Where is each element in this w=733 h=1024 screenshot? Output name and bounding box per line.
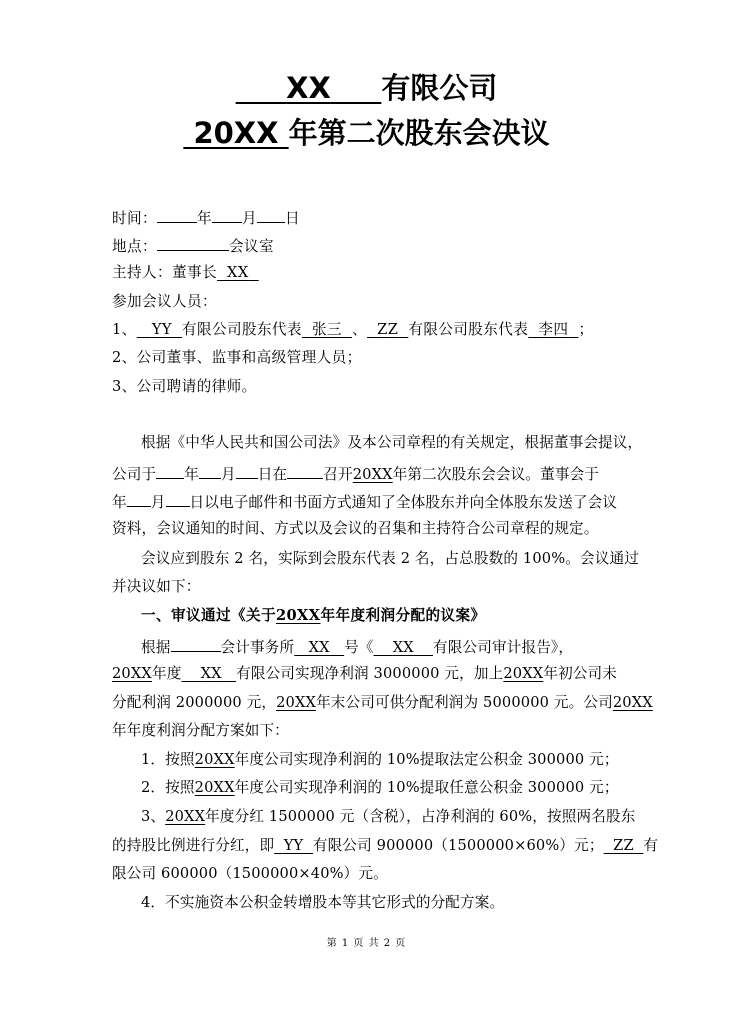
- blank: [127, 490, 151, 507]
- distribution-item-3: 3、20XX年度分红 1500000 元（含税），占净利润的 60%，按照两名股东: [141, 808, 636, 825]
- time-year-blank: [157, 206, 197, 223]
- blank: [156, 462, 184, 479]
- paragraph-2-line-1: 会议应到股东 2 名，实际到会股东代表 2 名，占总股数的 100%。会议通过: [141, 550, 639, 567]
- section-1-line-4: 年年度利润分配方案如下：: [112, 722, 289, 739]
- blank: [166, 490, 190, 507]
- meeting-year: 20XX: [352, 466, 393, 483]
- paragraph-1-line-2: 公司于 年 月 日在 召开20XX年第二次股东会会议。董事会于: [112, 462, 621, 485]
- distribution-item-3-line-2: 的持股比例进行分红，即 YY 有限公司 900000（1500000×60%）元； ZZ 有: [112, 837, 659, 854]
- time-month-blank: [212, 206, 242, 223]
- blank: [236, 462, 258, 479]
- attendee-company-a: YY: [151, 321, 172, 338]
- time-month: 月: [241, 210, 257, 227]
- meeting-place: [112, 234, 621, 257]
- section-1-year: 20XX: [275, 607, 321, 624]
- blank: [287, 462, 323, 479]
- section-1-line-2: 20XX年度 XX 有限公司实现净利润 3000000 元，加上20XX年初公司未: [112, 665, 618, 682]
- section-1-heading: 一、审议通过《关于20XX年年度利润分配的议案》: [141, 607, 486, 624]
- time-day-blank: [257, 206, 285, 223]
- blank: [199, 462, 221, 479]
- document-title-resolution: [0, 115, 733, 151]
- paragraph-1-line-3: 年 月 日以电子邮件和书面方式通知了全体股东并向全体股东发送了会议: [112, 490, 621, 513]
- blank: [171, 635, 221, 652]
- meeting-time: [112, 206, 621, 229]
- paragraph-2-line-2: 并决议如下：: [112, 578, 201, 595]
- page-footer: 第 1 页 共 2 页: [326, 938, 407, 949]
- attendee-person-a: 张三: [312, 321, 342, 338]
- time-label: 时间：: [112, 210, 157, 227]
- attendee-item-2: 2、公司董事、监事和高级管理人员；: [112, 349, 362, 366]
- document-title-company: [0, 70, 733, 106]
- title-company-suffix: 有限公司: [381, 71, 498, 105]
- section-1-line-1: 根据 会计事务所 XX 号《 XX 有限公司审计报告》，: [141, 635, 621, 658]
- distribution-item-2: 2．按照20XX年度公司实现净利润的 10%提取任意公积金 300000 元；: [141, 779, 619, 796]
- title-year: 20XX: [193, 116, 279, 150]
- attendee-item-3: 3、公司聘请的律师。: [112, 378, 257, 395]
- distribution-item-4: 4．不实施资本公积金转增股本等其它形式的分配方案。: [141, 894, 505, 911]
- time-day: 日: [284, 210, 300, 227]
- place-suffix: 会议室: [228, 238, 274, 255]
- host-name: XX: [227, 264, 249, 281]
- title-company-name: XX: [286, 71, 331, 105]
- paragraph-1-line-4: 资料，会议通知的时间、方式以及会议的召集和主持符合公司章程的规定。: [112, 520, 599, 537]
- title-resolution-suffix: 年第二次股东会决议: [288, 116, 550, 150]
- distribution-item-3-line-3: 限公司 600000（1500000×40%）元。: [112, 865, 388, 882]
- place-label: 地点：: [112, 238, 157, 255]
- attendee-company-b: ZZ: [377, 321, 399, 338]
- place-blank: [157, 234, 229, 251]
- time-year: 年: [196, 210, 212, 227]
- section-1-line-3: 分配利润 2000000 元，20XX年末公司可供分配利润为 5000000 元。公司20XX: [112, 694, 653, 711]
- meeting-host: [112, 263, 621, 283]
- attendees-label: 参加会议人员：: [112, 293, 217, 310]
- host-label: 主持人：董事长: [112, 264, 217, 281]
- paragraph-1-line-1: 根据《中华人民共和国公司法》及本公司章程的有关规定，根据董事会提议，: [141, 434, 643, 451]
- distribution-item-1: 1．按照20XX年度公司实现净利润的 10%提取法定公积金 300000 元；: [141, 751, 619, 768]
- attendee-person-b: 李四: [538, 321, 569, 338]
- attendee-item-1: 1、 YY 有限公司股东代表 张三 、 ZZ 有限公司股东代表 李四 ；: [112, 321, 594, 338]
